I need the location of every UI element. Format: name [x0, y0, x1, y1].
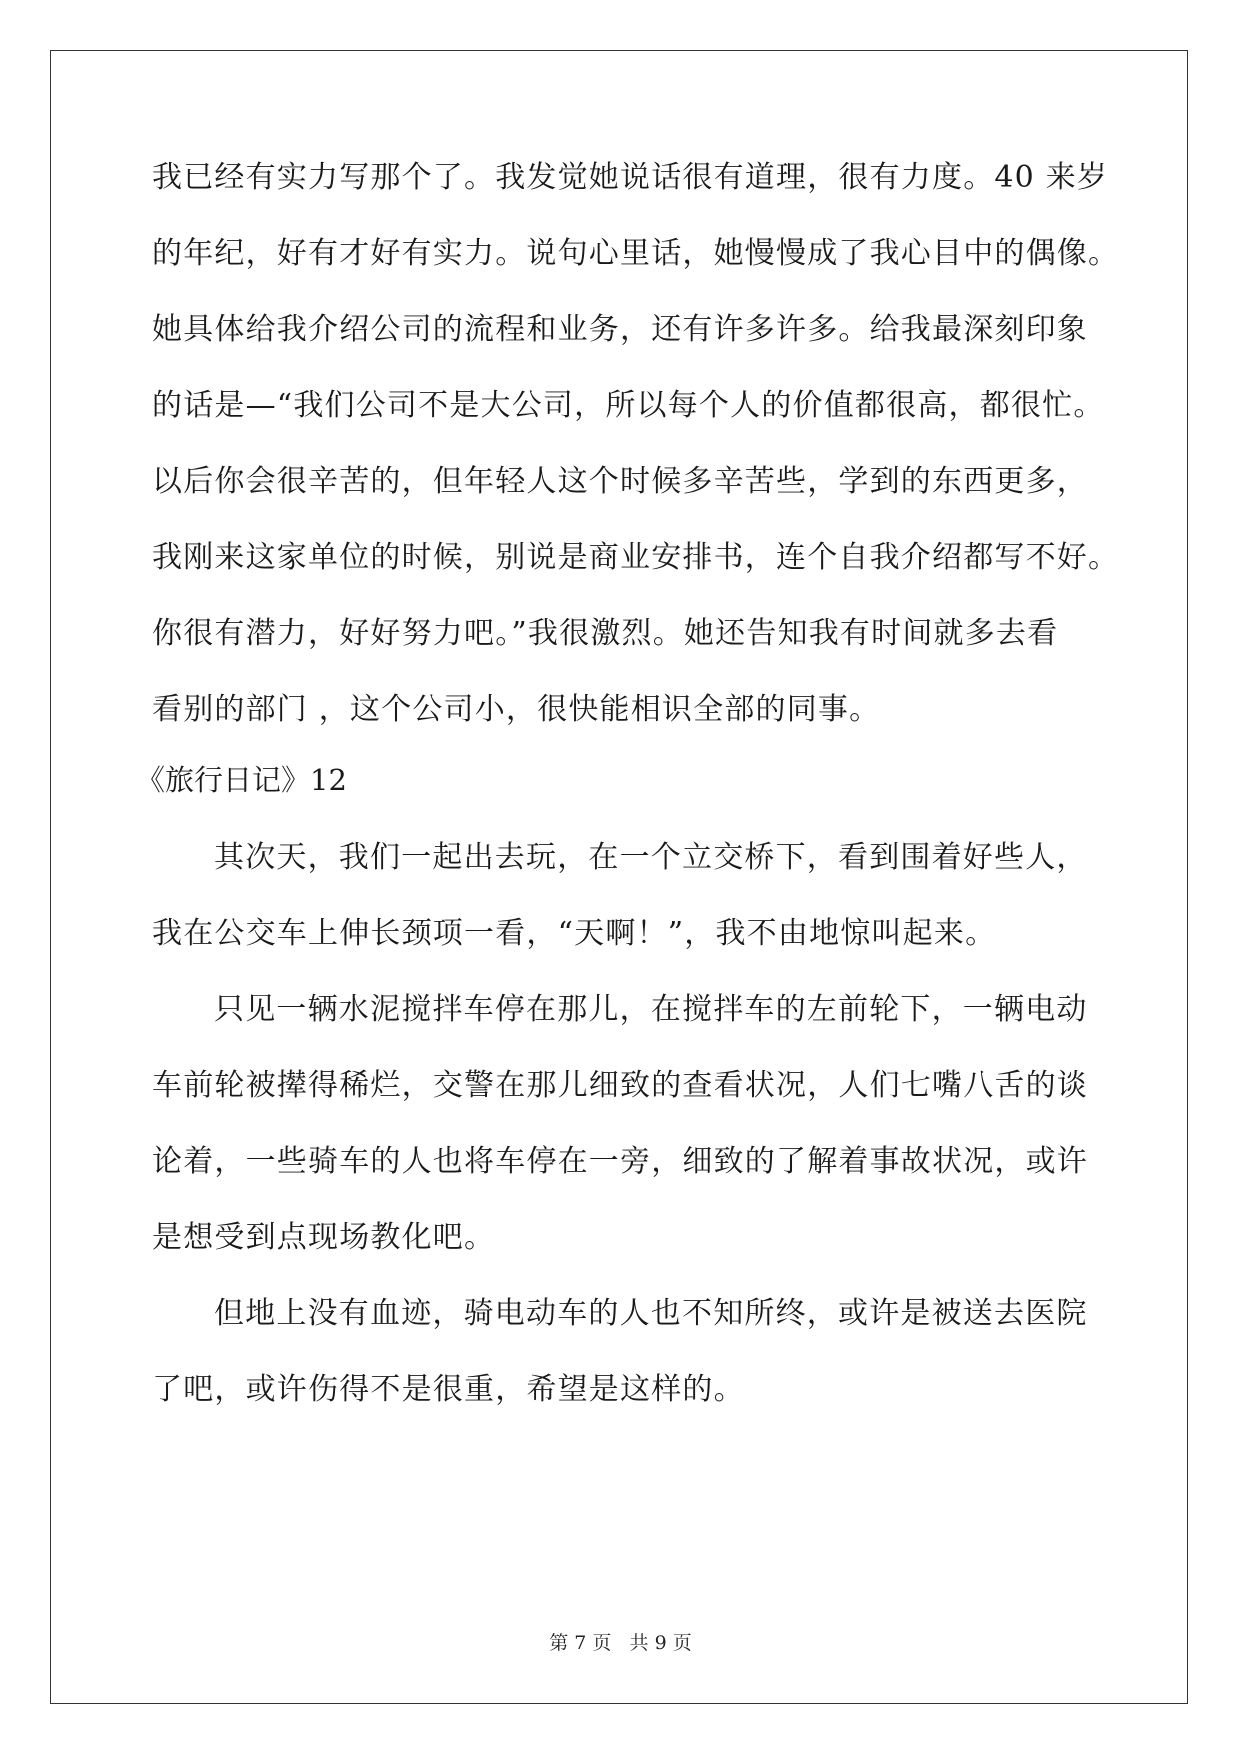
- body-line: 我在公交车上伸长颈项一看，“天啊！”，我不由地惊叫起来。: [152, 916, 997, 951]
- body-line: 是想受到点现场教化吧。: [152, 1220, 496, 1255]
- body-line: 的年纪，好有才好有实力。说句心里话，她慢慢成了我心目中的偶像。: [152, 236, 1120, 271]
- body-line: 她具体给我介绍公司的流程和业务，还有许多许多。给我最深刻印象: [152, 312, 1088, 347]
- paragraph-first-line: 但地上没有血迹，骑电动车的人也不知所终，或许是被送去医院: [214, 1296, 1088, 1331]
- body-line: 看别的部门 ，这个公司小，很快能相识全部的同事。: [152, 692, 881, 727]
- body-line: 你很有潜力，好好努力吧。”我很激烈。她还告知我有时间就多去看: [152, 616, 1059, 651]
- body-line: 我已经有实力写那个了。我发觉她说话很有道理，很有力度。40 来岁: [152, 160, 1109, 195]
- paragraph-first-line: 其次天，我们一起出去玩，在一个立交桥下，看到围着好些人，: [214, 840, 1088, 875]
- body-line: 的话是—“我们公司不是大公司，所以每个人的价值都很高，都很忙。: [152, 388, 1105, 423]
- body-line: 车前轮被撵得稀烂，交警在那儿细致的查看状况，人们七嘴八舌的谈: [152, 1068, 1088, 1103]
- page-number-footer: 第 7 页 共 9 页: [549, 1632, 692, 1654]
- body-line: 以后你会很辛苦的，但年轻人这个时候多辛苦些，学到的东西更多，: [152, 464, 1088, 499]
- body-line: 我刚来这家单位的时候，别说是商业安排书，连个自我介绍都写不好。: [152, 540, 1120, 575]
- body-line: 论着，一些骑车的人也将车停在一旁，细致的了解着事故状况，或许: [152, 1144, 1088, 1179]
- section-heading: 《旅行日记》12: [136, 763, 347, 797]
- paragraph-first-line: 只见一辆水泥搅拌车停在那儿，在搅拌车的左前轮下，一辆电动: [214, 992, 1088, 1027]
- body-line: 了吧，或许伤得不是很重，希望是这样的。: [152, 1372, 745, 1407]
